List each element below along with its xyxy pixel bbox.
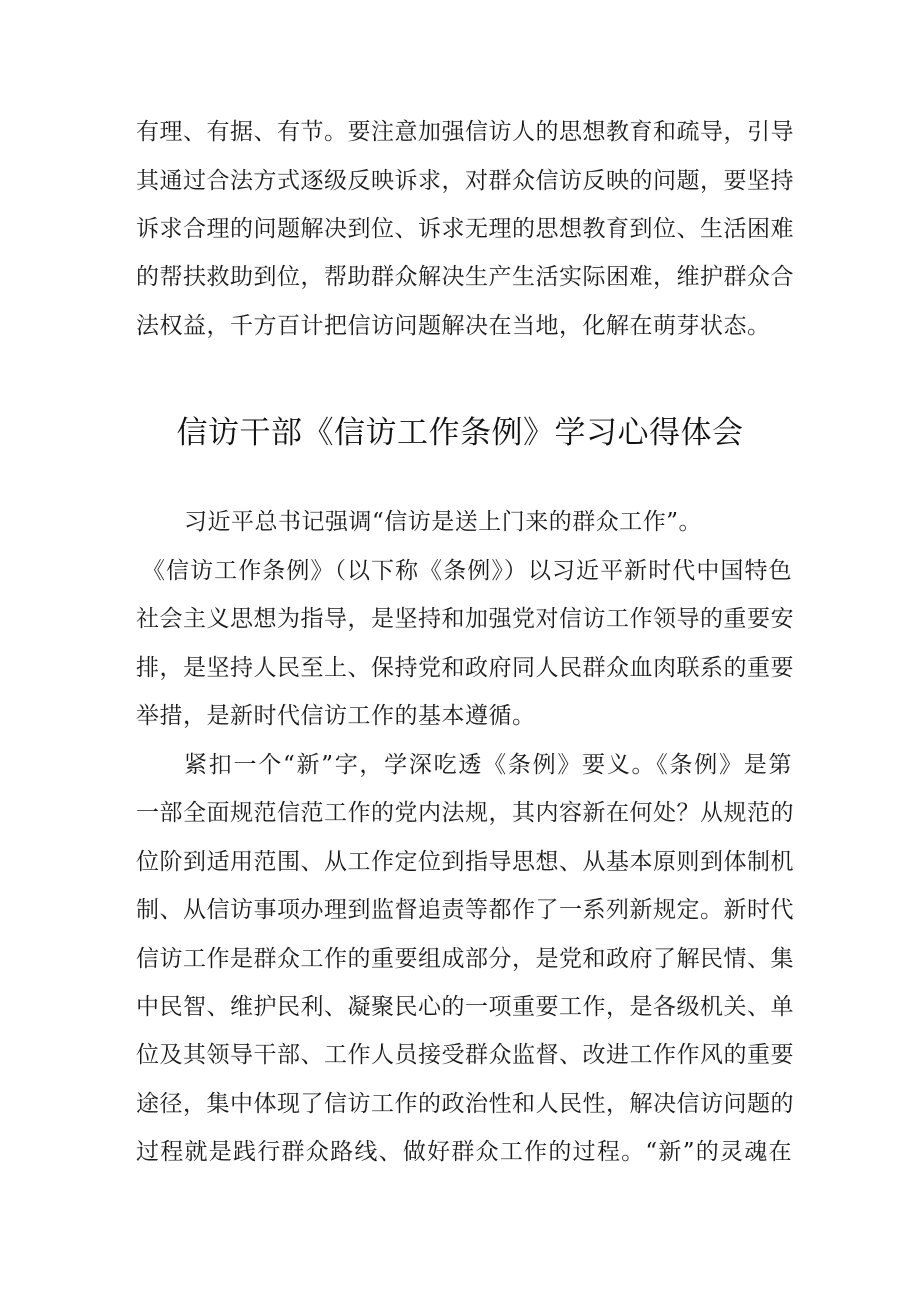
text-line: 过程就是践行群众路线、做好群众工作的过程。“新”的灵魂在 [136,1139,792,1165]
text-line: 的帮扶救助到位，帮助群众解决生产生活实际困难，维护群众合 [136,264,794,290]
text-line: 紧扣一个“新”字，学深吃透《条例》要义。《条例》是第 [184,752,792,778]
text-line: 诉求合理的问题解决到位、诉求无理的思想教育到位、生活困难 [136,216,794,242]
text-line: 排，是坚持人民至上、保持党和政府同人民群众血肉联系的重要 [136,655,794,681]
text-line: 法权益，千方百计把信访问题解决在当地，化解在萌芽状态。 [136,313,771,339]
text-line: 社会主义思想为指导，是坚持和加强党对信访工作领导的重要安 [136,606,794,632]
text-line: 途径，集中体现了信访工作的政治性和人民性，解决信访问题的 [136,1091,794,1117]
document-title: 信访干部《信访工作条例》学习心得体会 [176,415,744,451]
text-line: 习近平总书记强调“信访是送上门来的群众工作”。 [184,509,703,535]
text-line: 《信访工作条例》（以下称《条例》）以习近平新时代中国特色 [142,558,792,584]
text-line: 位及其领导干部、工作人员接受群众监督、改进工作作风的重要 [136,1042,794,1068]
text-line: 制、从信访事项办理到监督追责等都作了一系列新规定。新时代 [136,897,794,923]
text-line: 一部全面规范信范工作的党内法规，其内容新在何处？从规范的 [136,800,794,826]
text-line: 有理、有据、有节。要注意加强信访人的思想教育和疏导，引导 [136,119,794,145]
text-line: 信访工作是群众工作的重要组成部分，是党和政府了解民情、集 [136,946,794,972]
text-line: 其通过合法方式逐级反映诉求，对群众信访反映的问题，要坚持 [136,168,794,194]
text-line: 中民智、维护民利、凝聚民心的一项重要工作，是各级机关、单 [136,994,794,1020]
text-line: 举措，是新时代信访工作的基本遵循。 [136,703,536,729]
text-line: 位阶到适用范围、从工作定位到指导思想、从基本原则到体制机 [136,849,794,875]
